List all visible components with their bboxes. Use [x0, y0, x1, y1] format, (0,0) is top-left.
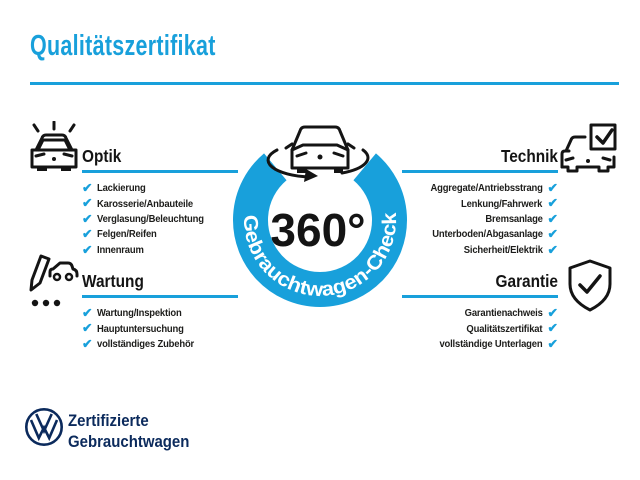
footer-brand-text: [68, 410, 189, 452]
footer-line1: Zertifizierte: [68, 411, 149, 430]
check-icon: ✔: [547, 227, 558, 242]
section-garantie: [402, 271, 558, 352]
section-heading: Wartung: [82, 271, 144, 291]
check-item: [82, 211, 238, 226]
section-heading: Technik: [500, 146, 558, 166]
check-item-label: Garantienachweis: [464, 307, 543, 320]
check-item-label: Karosserie/Anbauteile: [97, 197, 194, 210]
section-wartung: [82, 271, 238, 352]
check-icon: ✔: [82, 321, 93, 336]
section-optik: [82, 146, 238, 257]
check-icon: ✔: [547, 211, 558, 226]
check-icon: ✔: [82, 305, 93, 320]
check-item-label: Innenraum: [97, 243, 145, 256]
check-icon: ✔: [82, 242, 93, 257]
check-item: [82, 306, 238, 321]
check-item-label: Wartung/Inspektion: [97, 307, 183, 320]
check-item: [82, 336, 238, 351]
check-item: [402, 321, 558, 336]
check-item: [402, 336, 558, 351]
check-item: [402, 306, 558, 321]
pen-car-checklist-icon: [24, 252, 86, 314]
section-underline: [82, 170, 238, 173]
check-item: [402, 211, 558, 226]
check-item: [82, 181, 238, 196]
check-icon: ✔: [82, 196, 93, 211]
check-item-label: vollständiges Zubehör: [97, 337, 195, 350]
check-icon: ✔: [82, 336, 93, 351]
check-icon: ✔: [547, 180, 558, 195]
check-item-label: vollständige Unterlagen: [439, 337, 543, 350]
check-item: [82, 196, 238, 211]
check-item: [82, 227, 238, 242]
check-item: [402, 227, 558, 242]
check-item: [82, 321, 238, 336]
car-checkbox-icon: [557, 122, 619, 180]
check-icon: ✔: [547, 321, 558, 336]
check-item-label: Lenkung/Fahrwerk: [461, 197, 543, 210]
check-item: [402, 181, 558, 196]
check-icon: ✔: [82, 227, 93, 242]
check-list: [82, 306, 238, 352]
check-item: [82, 242, 238, 257]
check-list: [402, 181, 558, 258]
check-item-label: Lackierung: [97, 182, 147, 195]
section-underline: [82, 295, 238, 298]
rotating-car-icon: [268, 127, 368, 182]
degree-value: 360°: [270, 204, 366, 256]
vw-logo: [24, 406, 64, 448]
section-technik: [402, 146, 558, 257]
check-item-label: Qualitätszertifikat: [466, 322, 543, 335]
check-item-label: Sicherheit/Elektrik: [463, 243, 543, 256]
car-shine-icon: [26, 121, 82, 179]
section-underline: [402, 295, 558, 298]
check-icon: ✔: [82, 180, 93, 195]
section-underline: [402, 170, 558, 173]
check-icon: ✔: [547, 242, 558, 257]
check-icon: ✔: [547, 336, 558, 351]
check-icon: ✔: [547, 305, 558, 320]
footer-line2: Gebrauchtwagen: [68, 432, 190, 451]
check-item-label: Aggregate/Antriebsstrang: [430, 182, 543, 195]
section-heading: Optik: [82, 146, 122, 166]
check-list: [82, 181, 238, 258]
check-item-label: Felgen/Reifen: [97, 228, 158, 241]
check-item-label: Verglasung/Beleuchtung: [97, 212, 205, 225]
shield-check-icon: [565, 258, 615, 314]
ring-label: Gebrauchtwagen-Check: [238, 213, 402, 302]
check-item-label: Hauptuntersuchung: [97, 322, 185, 335]
check-icon: ✔: [82, 211, 93, 226]
check-list: [402, 306, 558, 352]
check-item-label: Bremsanlage: [485, 212, 543, 225]
section-heading: Garantie: [495, 271, 558, 291]
check-icon: ✔: [547, 196, 558, 211]
page-title: Qualitätszertifikat: [30, 30, 216, 62]
check-item-label: Unterboden/Abgasanlage: [431, 228, 543, 241]
check-item: [402, 196, 558, 211]
check-item: [402, 242, 558, 257]
